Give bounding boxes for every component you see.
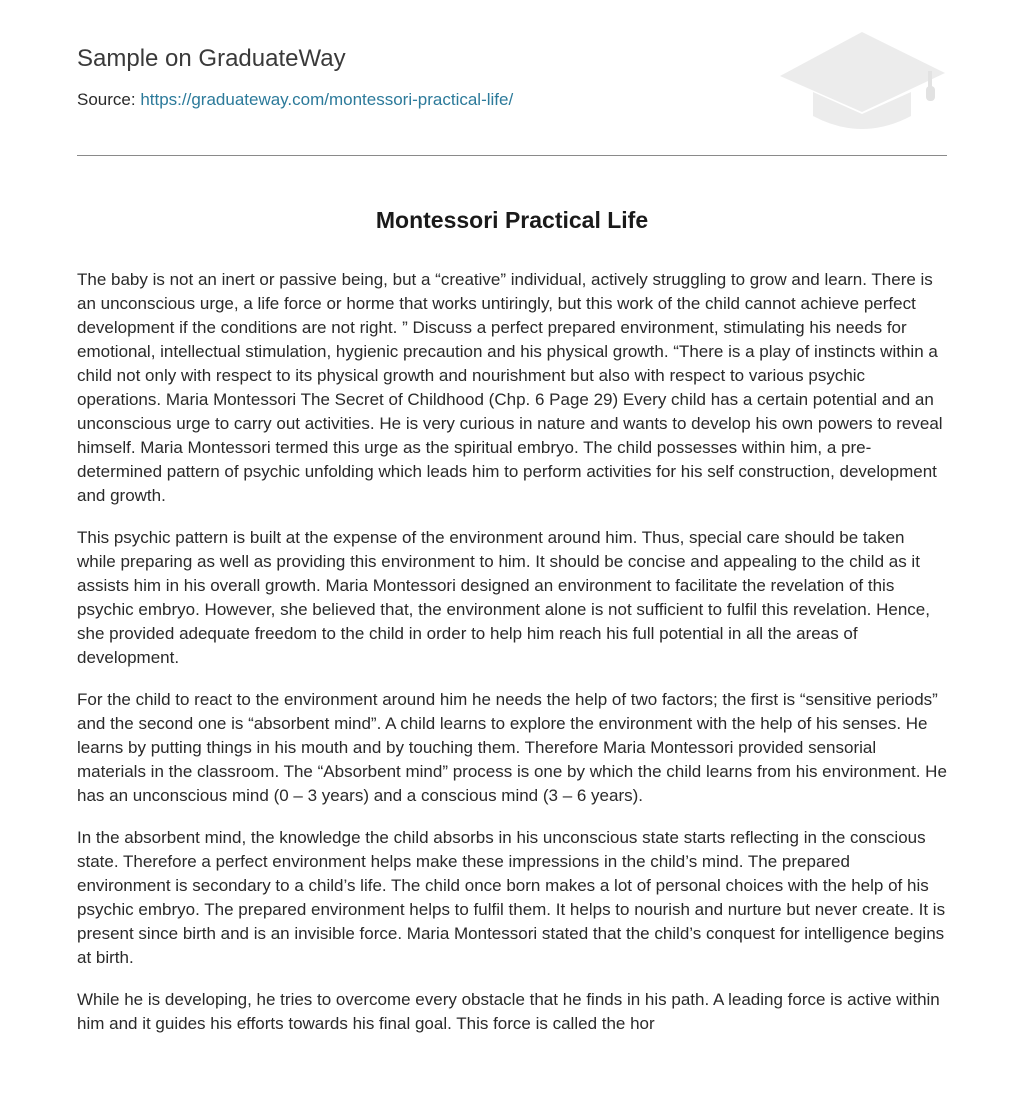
paragraph: The baby is not an inert or passive being, but a “creative” individual, actively struggling to grow and learn. There is an unconscious urge, a life force or horme that works untiringly, but this work of the child cannot achieve perfect development if the conditions are not right. ” Discuss a perfect prepared environment, stimulating his needs for emotional, intellectual stimulation, hygienic precaution and his physical growth. “There is a play of instincts within a child not only with respect to its physical growth and nourishment but also with respect to various psychic operations. Maria Montessori The Secret of Childhood (Chp. 6 Page 29) Every child has a certain potential and an unconscious urge to carry out activities. He is very curious in nature and wants to develop his own powers to reveal himself. Maria Montessori termed this urge as the spiritual embryo. The child possesses within him, a pre-determined pattern of psychic unfolding which leads him to perform activities for his self construction, development and growth. (77, 270, 943, 505)
paragraph: This psychic pattern is built at the expense of the environment around him. Thus, special care should be taken while preparing as well as providing this environment to him. It should be concise and appealing to the child as it assists him in his overall growth. Maria Montessori designed an environment to facilitate the revelation of this psychic embryo. However, she believed that, the environment alone is not sufficient to fulfil this revelation. Hence, she provided adequate freedom to the child in order to help him reach his full potential in all the areas of development. (77, 528, 930, 667)
document-title: Montessori Practical Life (375, 207, 649, 233)
paragraph: For the child to react to the environment around him he needs the help of two factors; the first is “sensitive periods” and the second one is “absorbent mind”. A child learns to explore the environment with the help of his senses. He learns by putting things in his mouth and by touching them. Therefore Maria Montessori provided sensorial materials in the classroom. The “Absorbent mind” process is one by which the child learns from his environment. He has an unconscious mind (0 – 3 years) and a conscious mind (3 – 6 years). (77, 690, 947, 805)
document-body (77, 268, 947, 1054)
source-link[interactable]: https://graduateway.com/montessori-practical-life/ (140, 90, 514, 109)
site-title: Sample on GraduateWay (77, 45, 346, 72)
source-line (77, 89, 513, 111)
page-header (77, 0, 947, 156)
graduation-cap-icon (780, 30, 948, 134)
header-divider (77, 155, 947, 156)
paragraph: In the absorbent mind, the knowledge the child absorbs in his unconscious state starts reflecting in the conscious state. Therefore a perfect environment helps make these impressions in the child’s mind. The prepared environment is secondary to a child’s life. The child once born makes a lot of personal choices with the help of his psychic embryo. The prepared environment helps to fulfil them. It helps to nourish and nurture but never create. It is present since birth and is an invisible force. Maria Montessori stated that the child’s conquest for intelligence begins at birth. (77, 828, 946, 967)
source-label: Source: (77, 90, 141, 109)
paragraph: While he is developing, he tries to overcome every obstacle that he finds in his path. A leading force is active within him and it guides his efforts towards his final goal. This force is called the hor (77, 990, 940, 1033)
